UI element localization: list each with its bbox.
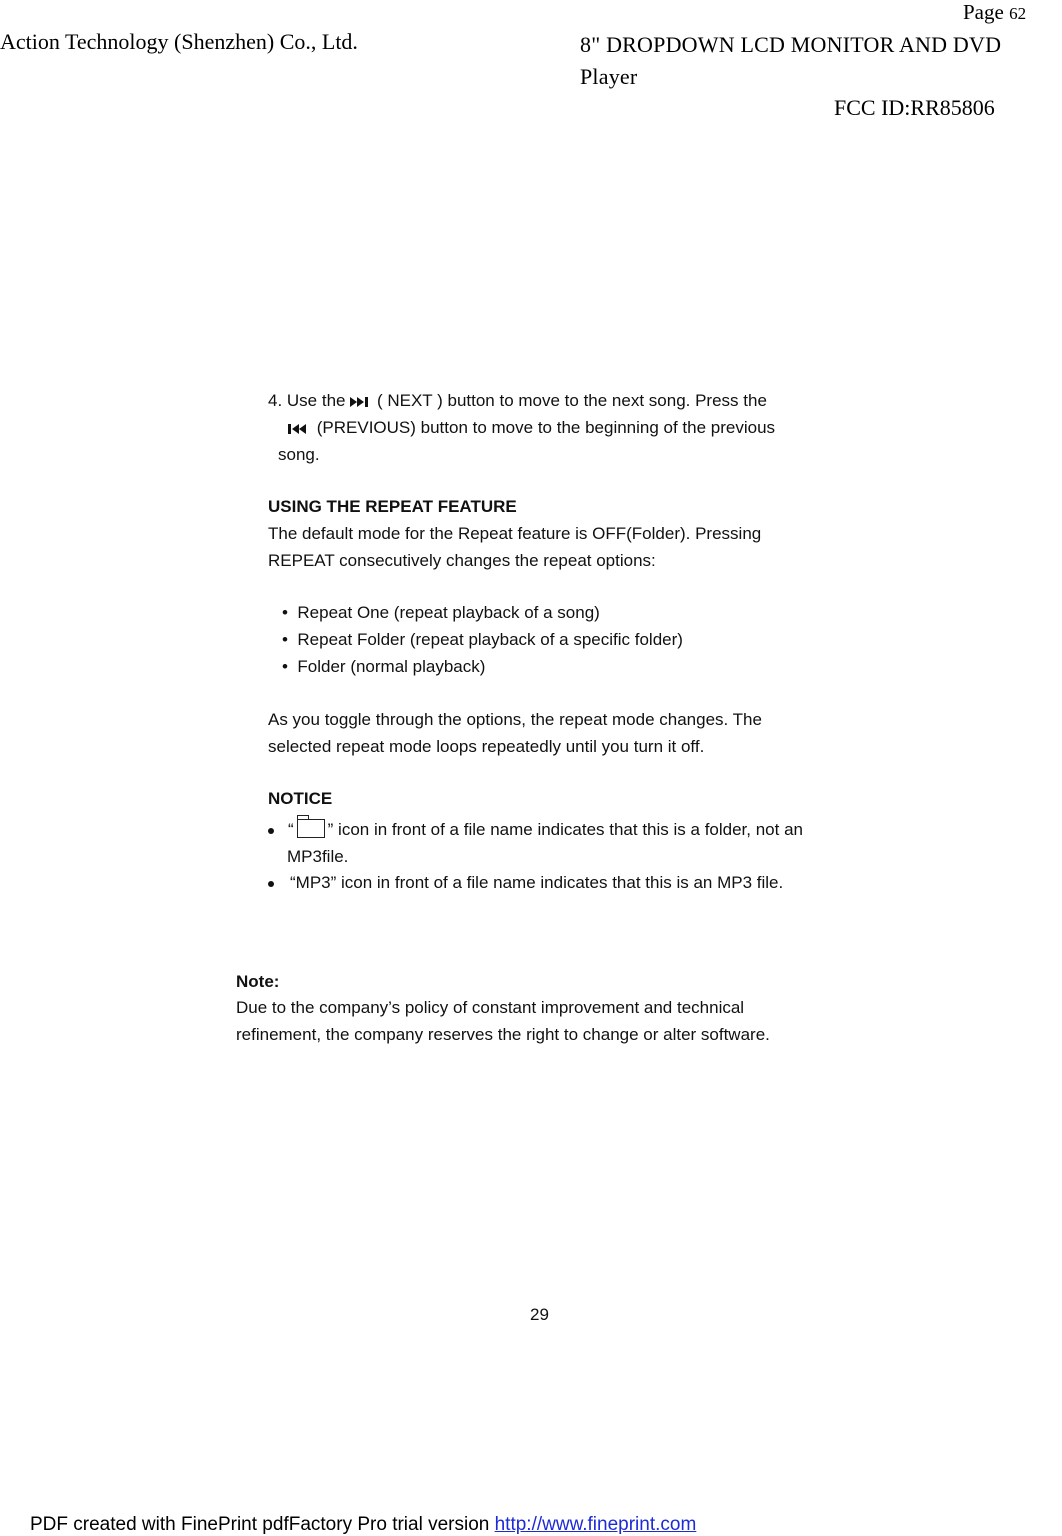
- notice2-text: “MP3” icon in front of a file name indicates that this is an MP3 file.: [290, 873, 784, 892]
- step4-text-c: (PREVIOUS) button to move to the beginning of the previous: [316, 418, 776, 437]
- notice1-text: ” icon in front of a file name indicates that this is a folder, not an: [327, 820, 803, 839]
- next-icon: [350, 396, 372, 408]
- repeat-option-folder: Repeat Folder (repeat playback of a specific folder): [297, 630, 683, 649]
- note-heading: Note:: [236, 972, 280, 991]
- pdf-footer: [30, 1514, 696, 1536]
- notice-item-mp3: [268, 873, 783, 893]
- page-label: [963, 0, 1026, 25]
- list-item: • Repeat One (repeat playback of a song): [282, 603, 600, 622]
- bullet-dot: [268, 881, 274, 887]
- notice-item-folder-line2: MP3file.: [287, 847, 349, 866]
- list-item: • Folder (normal playback): [282, 657, 486, 676]
- repeat-option-one: Repeat One (repeat playback of a song): [297, 603, 600, 622]
- notice-item-folder: [268, 819, 803, 840]
- fineprint-link[interactable]: http://www.fineprint.com: [494, 1514, 697, 1535]
- product-title: 8" DROPDOWN LCD MONITOR AND DVD Player: [580, 32, 1002, 89]
- page-number: 62: [1009, 4, 1027, 23]
- note-line1: Due to the company’s policy of constant improvement and technical: [236, 998, 745, 1017]
- toggle-paragraph-line1: As you toggle through the options, the repeat mode changes. The: [268, 710, 762, 729]
- repeat-heading: USING THE REPEAT FEATURE: [268, 497, 517, 516]
- footer-text: PDF created with FinePrint pdfFactory Pro trial version: [30, 1514, 495, 1535]
- note-line2: refinement, the company reserves the right to change or alter software.: [236, 1025, 770, 1044]
- previous-icon: [288, 423, 312, 435]
- repeat-paragraph-line1: The default mode for the Repeat feature is OFF(Folder). Pressing: [268, 524, 762, 543]
- list-item: • Repeat Folder (repeat playback of a specific folder): [282, 630, 683, 649]
- step4-text-a: 4. Use the: [268, 391, 346, 410]
- step4-line3: song.: [278, 445, 320, 464]
- bullet-dot: [268, 828, 274, 834]
- step4-line2: [288, 418, 775, 438]
- page-word: Page: [963, 0, 1004, 24]
- notice1-open-quote: “: [288, 820, 294, 839]
- step4-line1: [268, 391, 767, 411]
- notice-heading: NOTICE: [268, 789, 333, 808]
- fcc-id: FCC ID:RR85806: [834, 95, 995, 120]
- folder-icon: [297, 819, 325, 838]
- toggle-paragraph-line2: selected repeat mode loops repeatedly until you turn it off.: [268, 737, 705, 756]
- repeat-option-normal: Folder (normal playback): [297, 657, 486, 676]
- company-name: Action Technology (Shenzhen) Co., Ltd.: [0, 29, 358, 54]
- repeat-paragraph-line2: REPEAT consecutively changes the repeat options:: [268, 551, 656, 570]
- manual-page-number: 29: [530, 1305, 549, 1324]
- step4-text-b: ( NEXT ) button to move to the next song. Press the: [376, 391, 767, 410]
